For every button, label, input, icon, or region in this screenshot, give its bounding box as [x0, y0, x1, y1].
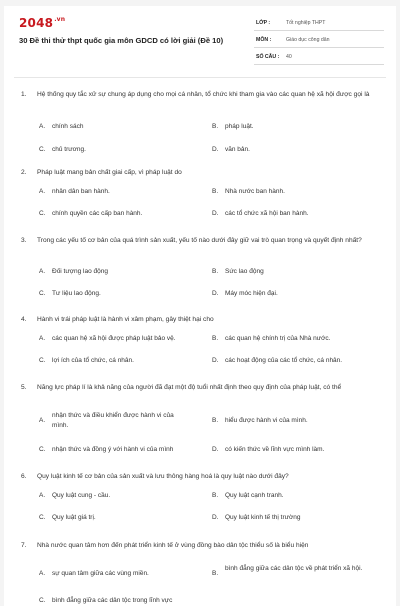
option-letter: A. — [39, 123, 46, 130]
option-text: nhân dân ban hành. — [52, 188, 110, 195]
meta-key: LỚP : — [256, 20, 271, 26]
option-letter: B. — [212, 268, 219, 275]
question-stem: Pháp luật mang bản chất giai cấp, vì pháp luật do — [37, 169, 182, 176]
logo-text: 2048 — [19, 16, 54, 30]
question-number: 1. — [21, 91, 27, 98]
option-text: Quy luật cung - cầu. — [52, 492, 111, 499]
document-title: 30 Đề thi thử thpt quốc gia môn GDCD có lời giải (Đề 10) — [19, 36, 224, 45]
logo-suffix: .vn — [54, 16, 66, 23]
option-text: bình đẳng giữa các dân tộc trong lĩnh vực — [52, 597, 173, 604]
question-number: 5. — [21, 384, 27, 391]
document-header — [4, 6, 396, 72]
question-stem: Năng lực pháp lí là khả năng của người đã đạt một độ tuổi nhất định theo quy định của pháp luật, có thể — [37, 384, 342, 391]
header-divider — [14, 77, 386, 78]
option-letter: A. — [39, 492, 46, 499]
meta-value: 40 — [286, 54, 292, 60]
option-text: Quy luật giá trị. — [52, 514, 96, 521]
option-letter: C. — [39, 597, 46, 604]
option-text: chính sách — [52, 123, 84, 130]
option-letter: C. — [39, 357, 46, 364]
option-letter: C. — [39, 514, 46, 521]
site-logo[interactable] — [19, 16, 65, 30]
option-letter: D. — [212, 357, 219, 364]
option-letter: B. — [212, 123, 219, 130]
option-text: Nhà nước ban hành. — [225, 188, 285, 195]
option-text: các quan hệ chính trị của Nhà nước. — [225, 335, 331, 342]
option-letter: D. — [212, 514, 219, 521]
option-text: Máy móc hiện đại. — [225, 290, 278, 297]
meta-row-class — [254, 16, 384, 31]
option-letter: C. — [39, 446, 46, 453]
option-text: pháp luật. — [225, 123, 254, 130]
meta-value: Giáo dục công dân — [286, 37, 330, 43]
option-letter: C. — [39, 210, 46, 217]
option-letter: B. — [212, 492, 219, 499]
document-meta — [254, 16, 384, 67]
option-text: chủ trương. — [52, 146, 86, 153]
question-stem: Hệ thống quy tắc xử sự chung áp dụng cho mọi cá nhân, tổ chức khi tham gia vào các quan hệ xã hội được gọi là — [37, 91, 370, 98]
option-letter: A. — [39, 570, 46, 577]
question-number: 6. — [21, 473, 27, 480]
meta-row-count — [254, 50, 384, 65]
meta-key: SỐ CÂU : — [256, 54, 280, 60]
option-letter: D. — [212, 290, 219, 297]
option-letter: C. — [39, 146, 46, 153]
question-stem: Quy luật kinh tế cơ bản của sản xuất và lưu thông hàng hoá là quy luật nào dưới đây? — [37, 473, 289, 480]
option-letter: A. — [39, 188, 46, 195]
option-text: nhận thức và đồng ý với hành vi của mình — [52, 446, 174, 453]
option-text: chính quyền các cấp ban hành. — [52, 210, 143, 217]
option-text: hiểu được hành vi của mình. — [225, 417, 308, 424]
option-text: nhận thức và điều khiển được hành vi của mình. — [52, 412, 174, 429]
document-page — [4, 6, 396, 606]
option-text: lợi ích của tổ chức, cá nhân. — [52, 357, 134, 364]
option-letter: B. — [212, 569, 219, 577]
option-text: Tư liệu lao động. — [52, 290, 101, 297]
option-letter: D. — [212, 446, 219, 453]
option-text: Quy luật kinh tế thị trường — [225, 514, 301, 521]
option-letter: B. — [212, 335, 219, 342]
option-text: bình đẳng giữa các dân tộc về phát triển xã hội. — [225, 565, 363, 572]
question-stem: Trong các yếu tố cơ bản của quá trình sản xuất, yếu tố nào dưới đây giữ vai trò quan trọng và quyết định nhất? — [37, 237, 362, 244]
option-text: Quy luật cạnh tranh. — [225, 492, 284, 499]
question-number: 2. — [21, 169, 27, 176]
question-number: 3. — [21, 237, 27, 244]
meta-value: Tốt nghiệp THPT — [286, 20, 326, 26]
option-letter: A. — [39, 268, 46, 275]
option-text: các hoạt động của các tổ chức, cá nhân. — [225, 357, 343, 364]
option-letter: A. — [39, 416, 46, 424]
question-number: 4. — [21, 316, 27, 323]
option-letter: A. — [39, 335, 46, 342]
meta-row-subject — [254, 33, 384, 48]
option-text: Đối tượng lao động — [52, 268, 108, 275]
option-text: có kiến thức về lĩnh vực mình làm. — [225, 446, 325, 453]
question-stem: Hành vi trái pháp luật là hành vi xâm phạm, gây thiệt hại cho — [37, 316, 214, 323]
option-letter: D. — [212, 210, 219, 217]
option-text: các quan hệ xã hội được pháp luật bảo vệ. — [52, 335, 176, 342]
option-text: văn bản. — [225, 146, 250, 153]
option-text: sự quan tâm giữa các vùng miền. — [52, 570, 149, 577]
meta-key: MÔN : — [256, 37, 272, 43]
question-number: 7. — [21, 542, 27, 549]
question-stem: Nhà nước quan tâm hơn đến phát triển kinh tế ở vùng đồng bào dân tộc thiểu số là biểu hiện — [37, 542, 309, 549]
option-text: các tổ chức xã hội ban hành. — [225, 210, 309, 217]
option-letter: B. — [212, 188, 219, 195]
option-letter: D. — [212, 146, 219, 153]
option-text: Sức lao động — [225, 268, 264, 275]
option-letter: B. — [212, 417, 219, 424]
option-letter: C. — [39, 290, 46, 297]
